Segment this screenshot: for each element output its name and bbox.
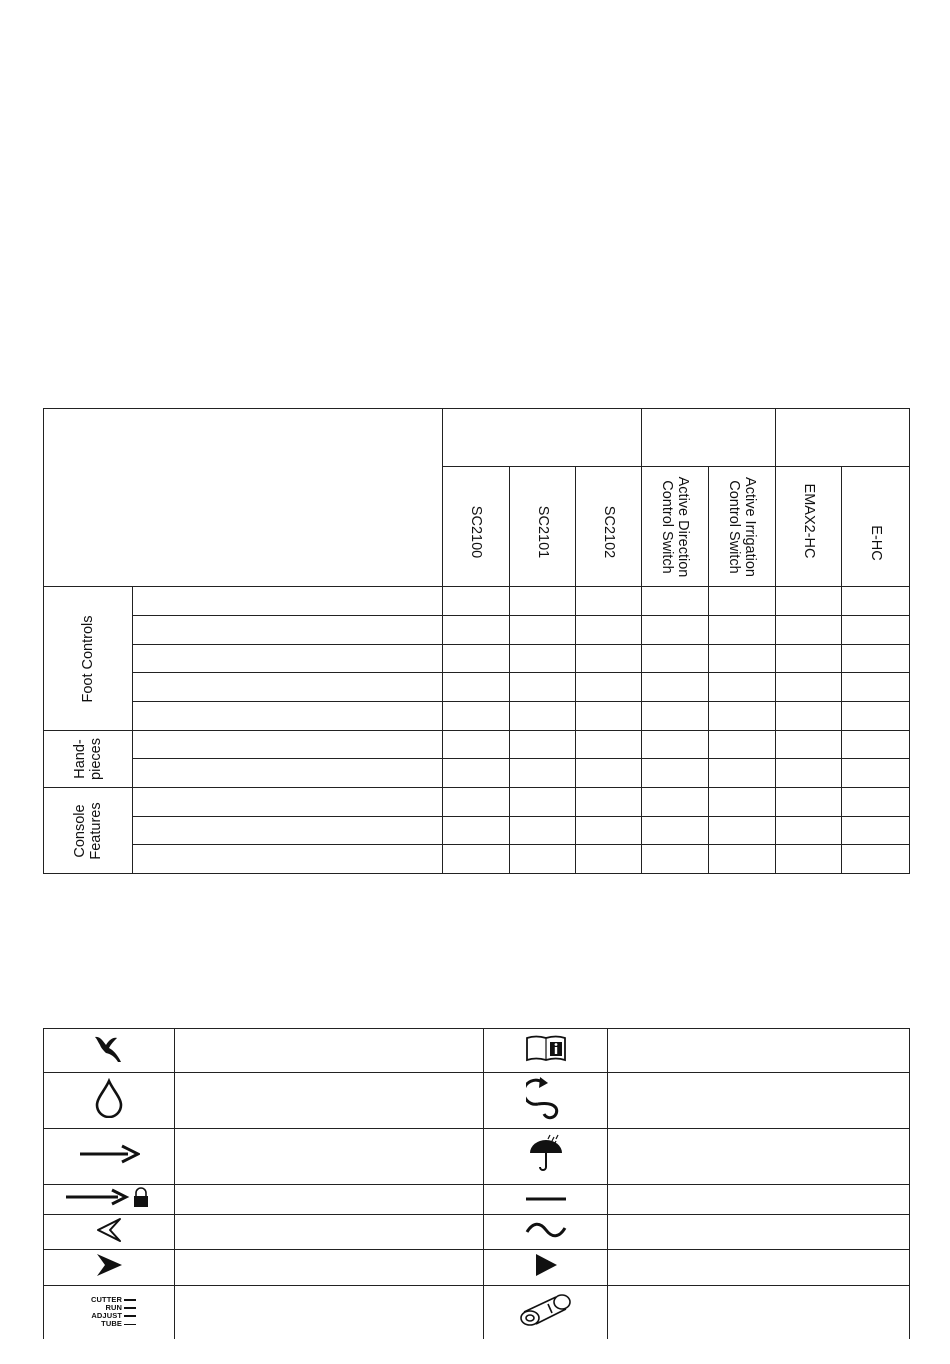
symbols-table <box>43 1028 910 1339</box>
dc-current-icon <box>484 1185 608 1215</box>
group-label-foot-controls: Foot Controls <box>44 587 133 731</box>
group-header-foot-controls <box>443 409 642 467</box>
arrow-lock-icon <box>44 1185 175 1215</box>
compatibility-table <box>43 408 910 874</box>
col-header-active-direction <box>642 467 709 587</box>
col-header-emax2-hc <box>776 467 842 587</box>
col-header-active-irrigation <box>709 467 776 587</box>
col-label: EMAX2-HC <box>800 483 817 559</box>
table-row <box>44 673 910 702</box>
group-label-handpieces: Hand- pieces <box>44 731 133 788</box>
ac-current-icon <box>484 1215 608 1250</box>
table-row <box>44 817 910 845</box>
cutter-run-adjust-tube-icon <box>44 1286 175 1339</box>
col-label: SC2102 <box>600 506 617 559</box>
table-row <box>44 845 910 874</box>
table-row <box>44 788 910 817</box>
arrow-right-icon <box>44 1129 175 1185</box>
recycle-arrow-icon <box>484 1073 608 1129</box>
group-header-switches <box>642 409 776 467</box>
chevron-left-outline-icon <box>44 1215 175 1250</box>
play-triangle-icon <box>484 1250 608 1286</box>
table-row <box>44 1029 910 1073</box>
col-label: SC2100 <box>468 506 484 559</box>
table-row <box>44 587 910 616</box>
table-row <box>44 616 910 645</box>
col-label: E-HC <box>867 525 884 561</box>
tubing-connector-icon <box>484 1286 608 1339</box>
table-row <box>44 1129 910 1185</box>
adjust-label: ADJUST <box>91 1311 122 1321</box>
table-row <box>44 1185 910 1215</box>
chevron-right-filled-icon <box>44 1250 175 1286</box>
table-row <box>44 1250 910 1286</box>
drop-icon <box>44 1073 175 1129</box>
table-row <box>44 731 910 759</box>
col-header-sc2102 <box>576 467 642 587</box>
table-corner-cell <box>44 409 443 587</box>
umbrella-keep-dry-icon <box>484 1129 608 1185</box>
group-label-console-features: Console Features <box>44 788 133 874</box>
col-header-e-hc <box>842 467 910 587</box>
table-row <box>44 1073 910 1129</box>
cutter-label: CUTTER <box>90 1294 122 1304</box>
col-label: SC2101 <box>534 506 551 559</box>
group-header-handpieces <box>776 409 910 467</box>
table-row <box>44 759 910 788</box>
table-row <box>44 702 910 731</box>
col-header-sc2100 <box>443 467 510 587</box>
col-header-sc2101 <box>510 467 576 587</box>
col-label: Active Direction Control Switch <box>659 476 692 577</box>
instructions-info-icon <box>484 1029 608 1073</box>
run-label: RUN <box>105 1303 122 1313</box>
col-label: Active Irrigation Control Switch <box>726 476 759 577</box>
table-row <box>44 1215 910 1250</box>
table-row <box>44 645 910 673</box>
table-row <box>44 1286 910 1339</box>
bird-icon <box>44 1029 175 1073</box>
tube-label: TUBE <box>101 1319 122 1329</box>
